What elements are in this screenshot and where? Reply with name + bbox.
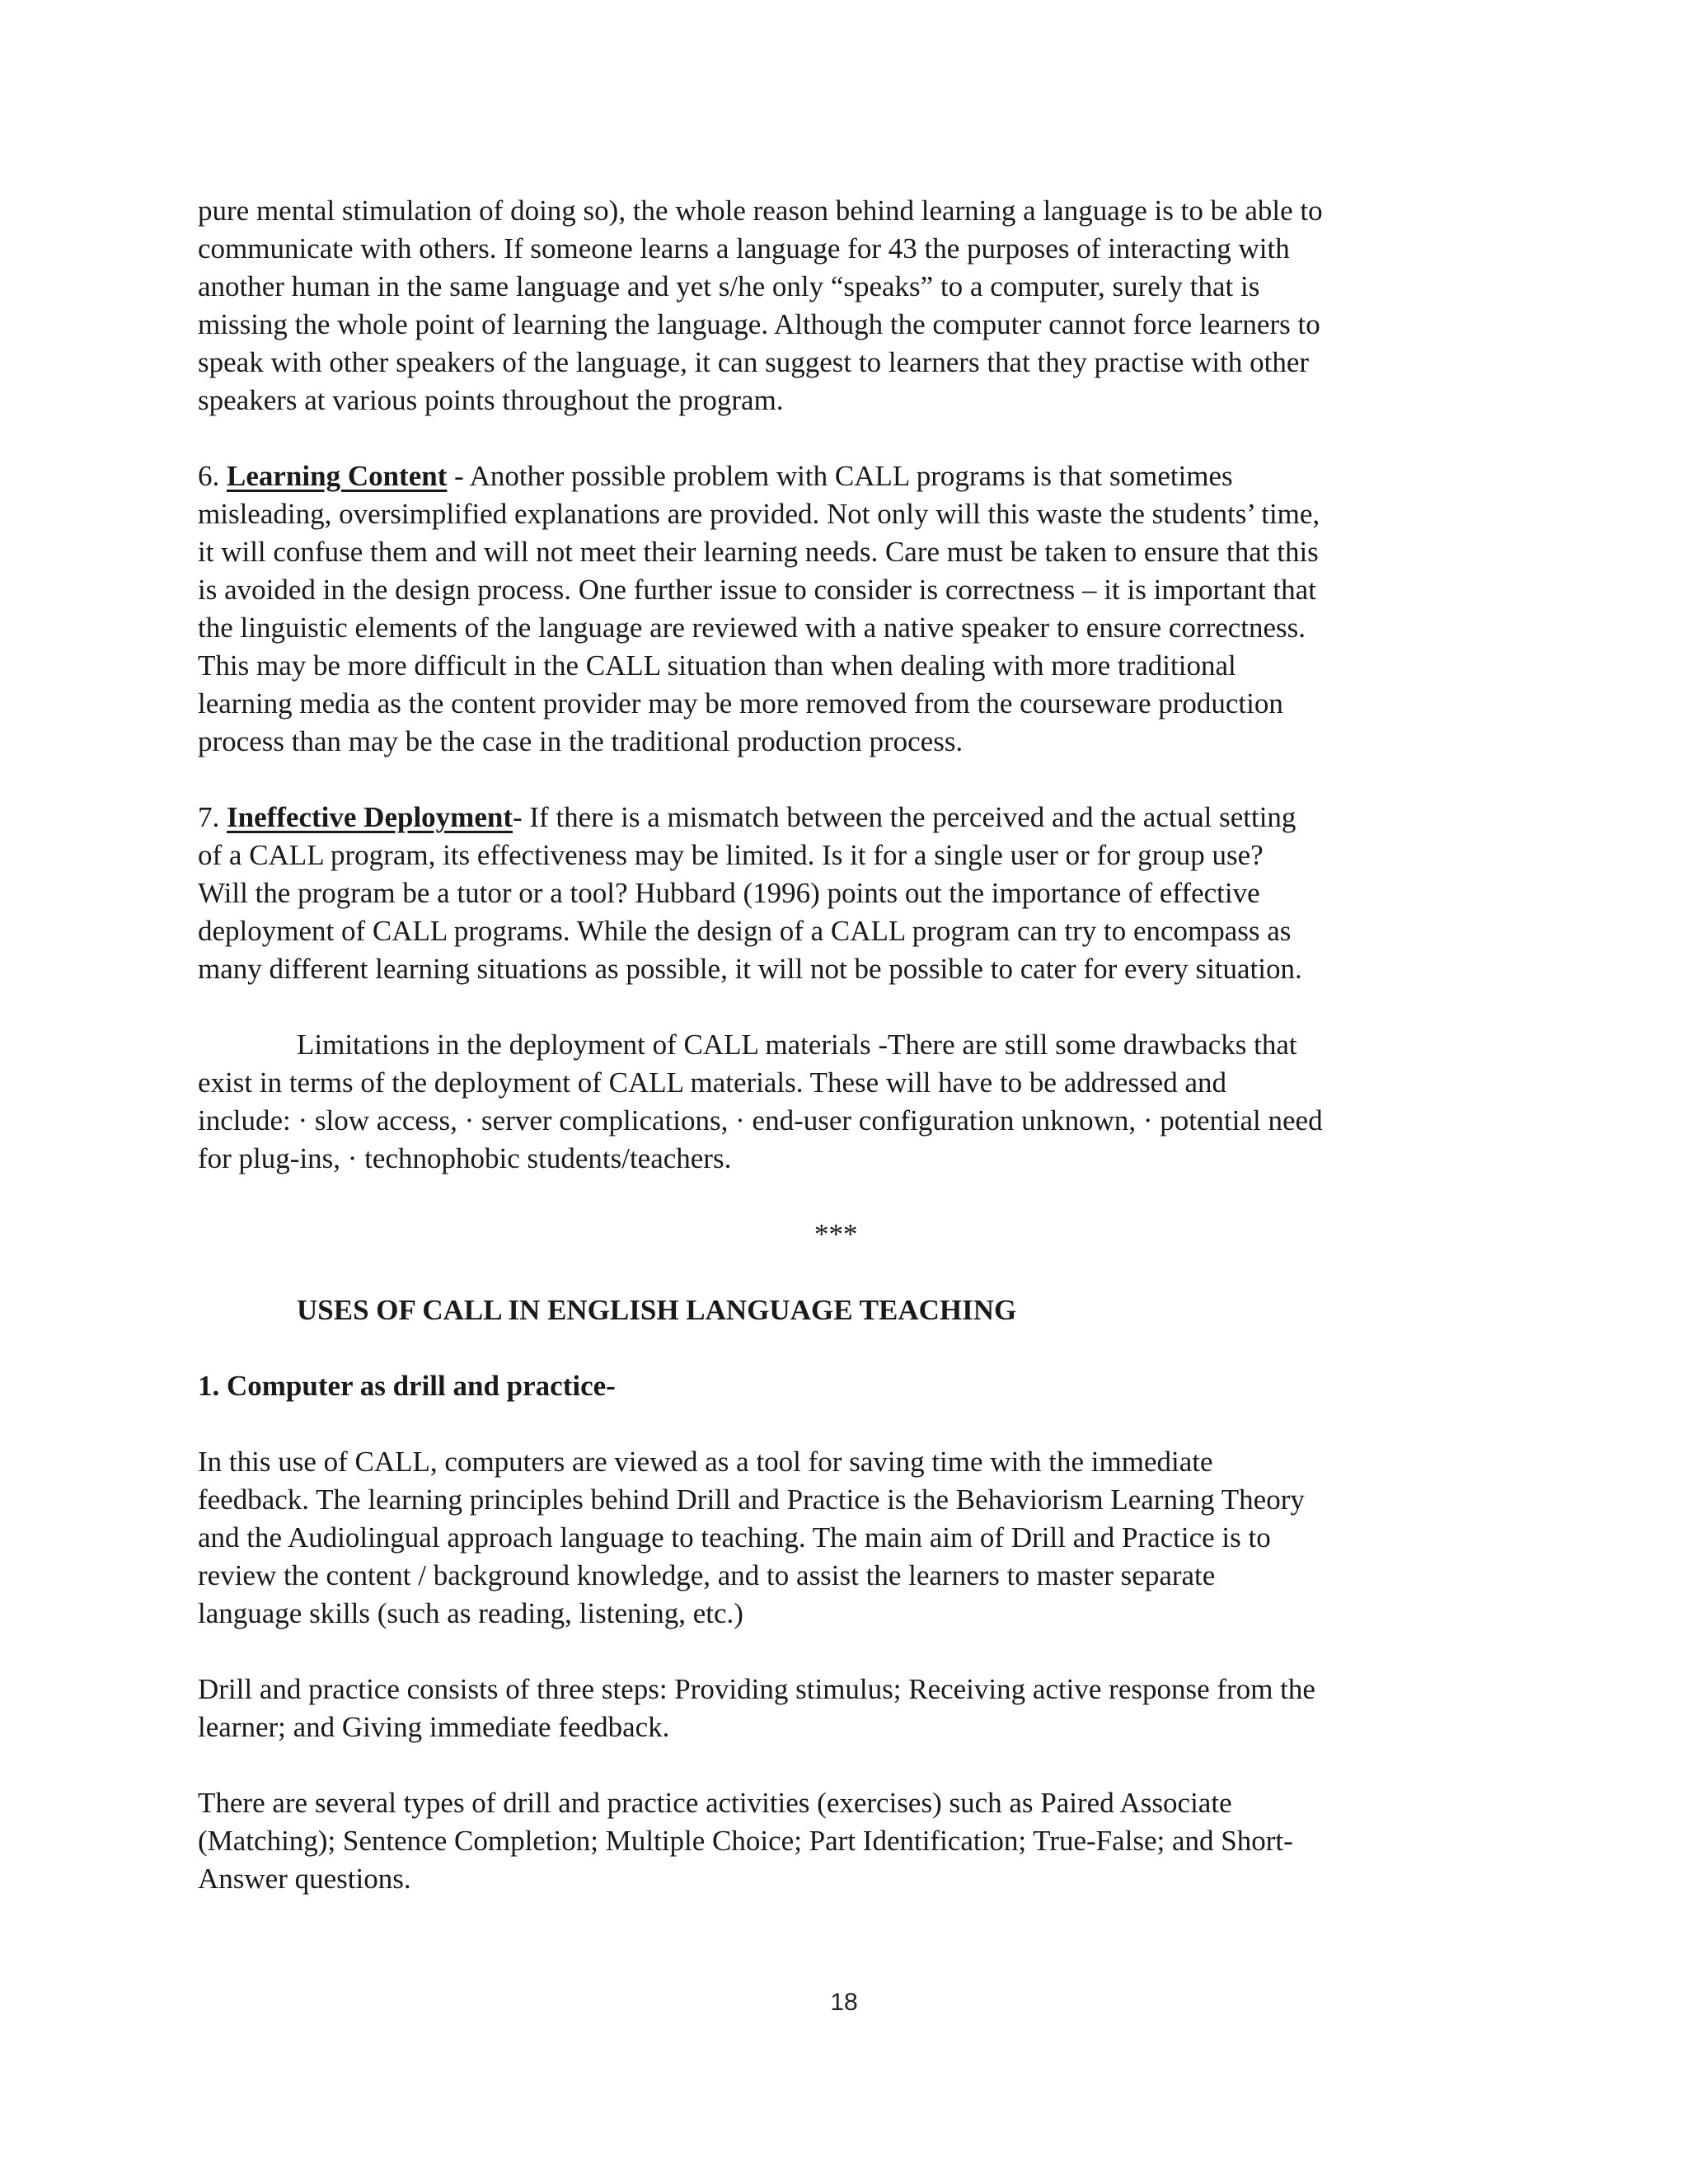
text-line: of a CALL program, its effectiveness may be limited. Is it for a single user or for group use?: [198, 839, 1264, 871]
text-line: [198, 457, 1484, 495]
text-line: Will the program be a tutor or a tool? Hubbard (1996) points out the importance of effective: [198, 877, 1260, 909]
item-text: - Another possible problem with CALL programs is that sometimes: [447, 460, 1233, 492]
page-body: [198, 192, 1484, 1898]
text-line: another human in the same language and yet s/he only “speaks” to a computer, surely that is: [198, 270, 1260, 302]
paragraph-intro: [198, 192, 1484, 419]
text-line: In this use of CALL, computers are viewed as a tool for saving time with the immediate: [198, 1446, 1213, 1478]
text-line: it will confuse them and will not meet their learning needs. Care must be taken to ensure that this: [198, 536, 1319, 568]
text-line: Answer questions.: [198, 1863, 411, 1895]
paragraph-steps: [198, 1671, 1484, 1746]
item-number: 7.: [198, 801, 227, 833]
text-line: This may be more difficult in the CALL situation than when dealing with more traditional: [198, 649, 1236, 682]
item-text: - If there is a mismatch between the perceived and the actual setting: [512, 801, 1296, 833]
subheading-text: . Computer as drill and practice-: [212, 1370, 616, 1402]
paragraph-spacer: [198, 1254, 1484, 1291]
text-line: Drill and practice consists of three steps: Providing stimulus; Receiving active response from the: [198, 1673, 1315, 1705]
text-line: communicate with others. If someone learns a language for 43 the purposes of interacting with: [198, 232, 1290, 265]
text-line: speakers at various points throughout the program.: [198, 384, 784, 416]
text-line: learner; and Giving immediate feedback.: [198, 1711, 670, 1743]
text-line: speak with other speakers of the language, it can suggest to learners that they practise with other: [198, 346, 1310, 378]
text-line: many different learning situations as possible, it will not be possible to cater for every situation.: [198, 953, 1302, 985]
page-number: 18: [830, 1989, 858, 2016]
text-line: misleading, oversimplified explanations are provided. Not only will this waste the students’ time,: [198, 498, 1320, 530]
text-line: process than may be the case in the traditional production process.: [198, 725, 964, 757]
paragraph-spacer: [198, 1746, 1484, 1784]
text-line: missing the whole point of learning the language. Although the computer cannot force learners to: [198, 308, 1320, 340]
paragraph-spacer: [198, 988, 1484, 1026]
text-line: is avoided in the design process. One further issue to consider is correctness – it is important that: [198, 574, 1316, 606]
text-line: feedback. The learning principles behind Drill and Practice is the Behaviorism Learning Theory: [198, 1483, 1305, 1516]
item-number: 6.: [198, 460, 227, 492]
paragraph-spacer: [198, 1405, 1484, 1443]
text-line: [198, 799, 1484, 837]
text-line: exist in terms of the deployment of CALL materials. These will have to be addressed and: [198, 1066, 1227, 1099]
text-line: pure mental stimulation of doing so), the whole reason behind learning a language is to be able to: [198, 194, 1323, 227]
text-line: learning media as the content provider may be more removed from the courseware production: [198, 687, 1283, 719]
paragraph-spacer: [198, 1178, 1484, 1216]
text-line: for plug-ins, · technophobic students/teachers.: [198, 1142, 732, 1174]
subheading-number: 1: [198, 1370, 213, 1402]
paragraph-drill: [198, 1443, 1484, 1633]
item-title: Ineffective Deployment: [227, 801, 513, 833]
text-line: review the content / background knowledge, and to assist the learners to master separate: [198, 1559, 1216, 1591]
item-learning-content: [198, 457, 1484, 761]
text-line: and the Audiolingual approach language to teaching. The main aim of Drill and Practice is to: [198, 1521, 1271, 1554]
text-line: (Matching); Sentence Completion; Multiple Choice; Part Identification; True-False; and Short-: [198, 1825, 1293, 1857]
paragraph-spacer: [198, 1633, 1484, 1671]
section-heading: USES OF CALL IN ENGLISH LANGUAGE TEACHING: [297, 1294, 1017, 1326]
paragraph-types: [198, 1784, 1484, 1898]
text-line: There are several types of drill and practice activities (exercises) such as Paired Associate: [198, 1787, 1232, 1819]
subheading-drill-practice: [198, 1367, 1484, 1405]
text-line: include: · slow access, · server complications, · end-user configuration unknown, · potential need: [198, 1104, 1323, 1137]
text-line: the linguistic elements of the language are reviewed with a native speaker to ensure correctness.: [198, 612, 1306, 644]
paragraph-spacer: [198, 419, 1484, 457]
paragraph-spacer: [198, 1329, 1484, 1367]
text-line: deployment of CALL programs. While the design of a CALL program can try to encompass as: [198, 915, 1292, 947]
text-line: language skills (such as reading, listening, etc.): [198, 1597, 743, 1629]
paragraph-spacer: [198, 761, 1484, 799]
text-line: Limitations in the deployment of CALL materials -There are still some drawbacks that: [297, 1029, 1297, 1061]
item-title: Learning Content: [227, 460, 448, 492]
section-separator: ***: [814, 1218, 858, 1250]
paragraph-limitations: [198, 1026, 1484, 1178]
item-ineffective-deployment: [198, 799, 1484, 988]
